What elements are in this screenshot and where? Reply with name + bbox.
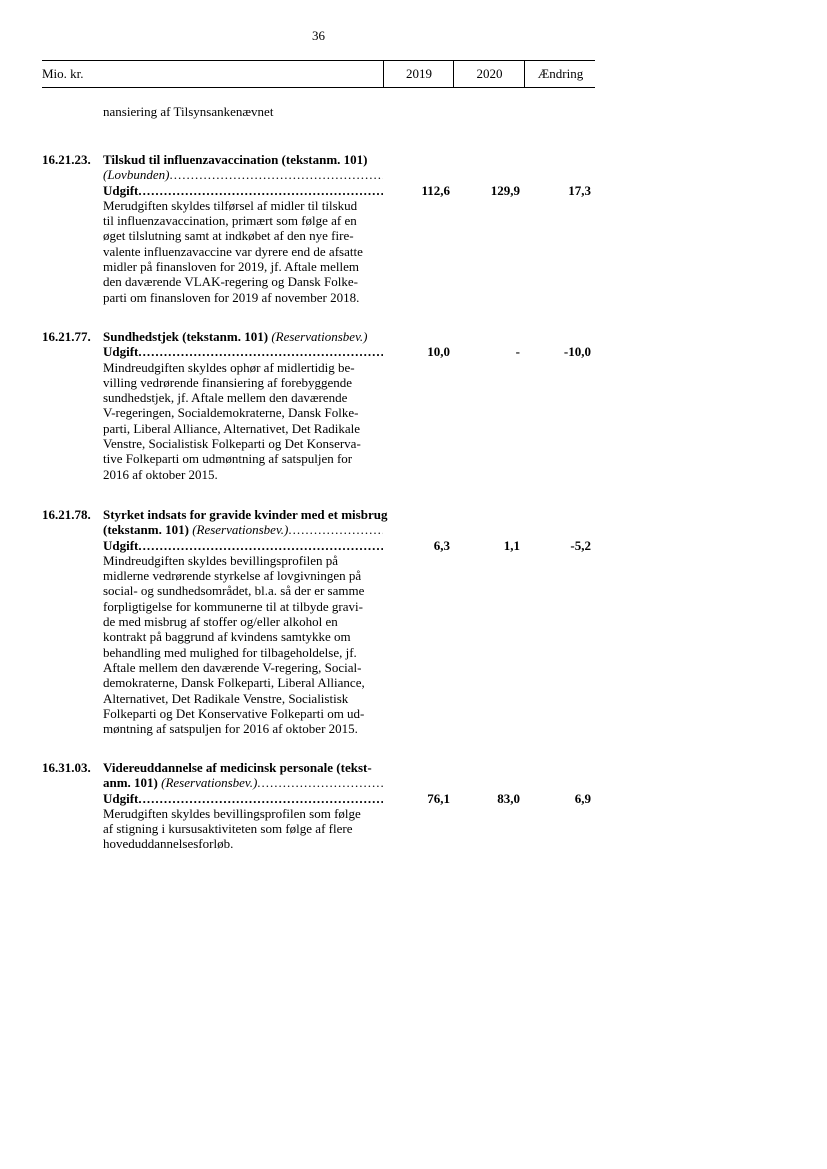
account-code: 16.21.78.	[42, 507, 91, 522]
col-2020-header: 2020	[453, 61, 525, 87]
value-2019: 112,6	[421, 182, 450, 198]
value-2020: -	[515, 344, 520, 360]
entry-title: Styrket indsats for gravide kvinder med et misbrug	[103, 507, 388, 522]
continuation-text: nansiering af Tilsynsankenævnet	[103, 104, 274, 119]
value-change: 6,9	[574, 790, 591, 806]
entry-qualifier: (Reservationsbev.)	[161, 775, 258, 791]
value-2019: 76,1	[427, 790, 450, 806]
entry-title-cont: (tekstanm. 101)	[103, 522, 189, 538]
entry-qualifier: (Lovbunden)	[103, 167, 170, 183]
type-label: Udgift	[103, 790, 139, 806]
entry-qualifier: (Reservationsbev.)	[271, 329, 368, 344]
entry-description: Merudgiften skyldes bevillingsprofilen som følge af stigning i kursusaktiviteten som følge af flere hoveduddannelsesforløb.	[103, 805, 361, 852]
entry-qualifier: (Reservationsbev.)	[192, 522, 289, 538]
entry-title-cont: anm. 101)	[103, 775, 158, 791]
page-number: 36	[312, 28, 325, 43]
entry-description: Merudgiften skyldes tilførsel af midler til tilskud til influenzavaccination, primært som følge af en øget tilslutning samt at indkøbet af den nye fire- valente influenzavaccine var dyrere end de afsatte midler på finansloven for 2019, jf. Aftale mellem den daværende VLAK-regering og Dansk Folke- parti om finansloven for 2019 af november 2018.	[103, 197, 363, 305]
value-change: -5,2	[570, 537, 591, 553]
value-2020: 129,9	[490, 182, 520, 198]
entry-description: Mindreudgiften skyldes bevillingsprofilen på midlerne vedrørende styrkelse af lovgivningen på social- og sundhedsområdet, bl.a. så der er samme forpligtigelse for kommunerne til at tilbyde gravi- de med misbrug af stoffer og/eller alkohol en kontrakt på baggrund af kvindens samtykke om behandling med mulighed for tilbageholdelse, jf. Aftale mellem den daværende V-regering, Social- demokraterne, Dansk Folkeparti, Liberal Alliance, Alternativet, Det Radikale Venstre, Socialistisk Folkeparti og Det Konservative Folkeparti om ud- møntning af satspuljen for 2016 af oktober 2015.	[103, 552, 365, 737]
account-code: 16.31.03.	[42, 760, 91, 775]
col-2019-header: 2019	[383, 61, 454, 87]
entry-title: Videreuddannelse af medicinsk personale (tekst-	[103, 760, 372, 775]
type-label: Udgift	[103, 344, 139, 360]
entry-title: Tilskud til influenzavaccination (tekstanm. 101)	[103, 152, 368, 167]
value-2020: 1,1	[503, 537, 520, 553]
type-label: Udgift	[103, 537, 139, 553]
value-2019: 6,3	[433, 537, 450, 553]
col-change-header: Ændring	[524, 61, 596, 87]
value-change: -10,0	[563, 344, 591, 360]
unit-header: Mio. kr.	[42, 66, 84, 81]
table-header	[42, 60, 595, 88]
account-code: 16.21.23.	[42, 152, 91, 167]
account-code: 16.21.77.	[42, 329, 91, 344]
entry-title: Sundhedstjek (tekstanm. 101)	[103, 329, 269, 344]
value-change: 17,3	[568, 182, 591, 198]
value-2019: 10,0	[427, 344, 450, 360]
value-2020: 83,0	[497, 790, 520, 806]
entry-description: Mindreudgiften skyldes ophør af midlertidig be- villing vedrørende finansiering af forebyggende sundhedstjek, jf. Aftale mellem den daværende V-regeringen, Socialdemokraterne, Dansk Folke- parti, Liberal Alliance, Alternativet, Det Radikale Venstre, Socialistisk Folkeparti og Det Konserva- tive Folkeparti om udmøntning af satspuljen for 2016 af oktober 2015.	[103, 359, 361, 482]
type-label: Udgift	[103, 182, 139, 198]
